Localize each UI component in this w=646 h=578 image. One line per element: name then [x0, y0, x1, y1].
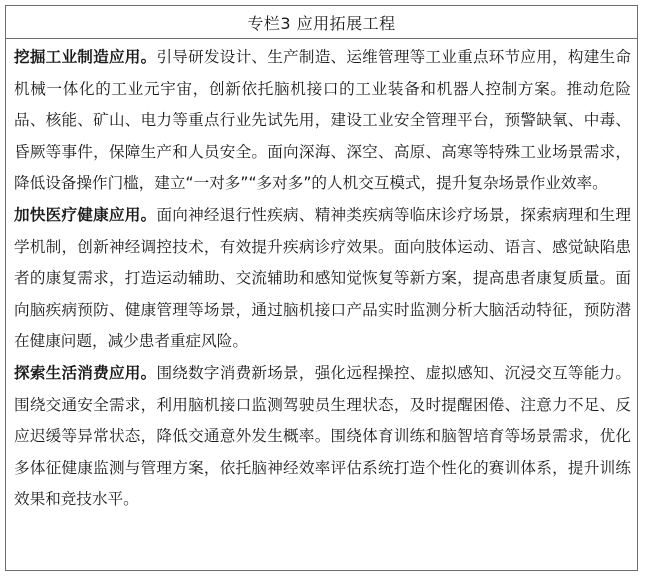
column-content	[6, 39, 637, 516]
column-box	[5, 5, 638, 571]
section-body: 围绕数字消费新场景，强化远程操控、虚拟感知、沉浸交互等能力。围绕交通安全需求，利用脑机接口监测驾驶员生理状态，及时提醒困倦、注意力不足、反应迟缓等异常状态，降低交通意外发生概率。围绕体育训练和脑智培育等场景需求，优化多体征健康监测与管理方案，依托脑神经效率评估系统打造个性化的赛训体系，提升训练效果和竞技水平。	[14, 363, 631, 509]
section-industrial	[14, 42, 631, 200]
section-medical	[14, 200, 631, 358]
section-consumer	[14, 358, 631, 516]
column-title: 专栏3 应用拓展工程	[6, 6, 637, 39]
section-heading: 探索生活消费应用。	[14, 363, 157, 382]
section-body: 面向神经退行性疾病、精神类疾病等临床诊疗场景，探索病理和生理学机制，创新神经调控技术，有效提升疾病诊疗效果。面向肢体运动、语言、感觉缺陷患者的康复需求，打造运动辅助、交流辅助和感知觉恢复等新方案，提高患者康复质量。面向脑疾病预防、健康管理等场景，通过脑机接口产品实时监测分析大脑活动特征，预防潜在健康问题，减少患者重症风险。	[14, 205, 631, 351]
section-body: 引导研发设计、生产制造、运维管理等工业重点环节应用，构建生命机械一体化的工业元宇宙，创新依托脑机接口的工业装备和机器人控制方案。推动危险品、核能、矿山、电力等重点行业先试先用，建设工业安全管理平台，预警缺氧、中毒、昏厥等事件，保障生产和人员安全。面向深海、深空、高原、高寒等特殊工业场景需求，降低设备操作门槛，建立“一对多”“多对多”的人机交互模式，提升复杂场景作业效率。	[14, 48, 631, 193]
section-heading: 加快医疗健康应用。	[14, 205, 157, 224]
section-heading: 挖掘工业制造应用。	[14, 48, 157, 66]
